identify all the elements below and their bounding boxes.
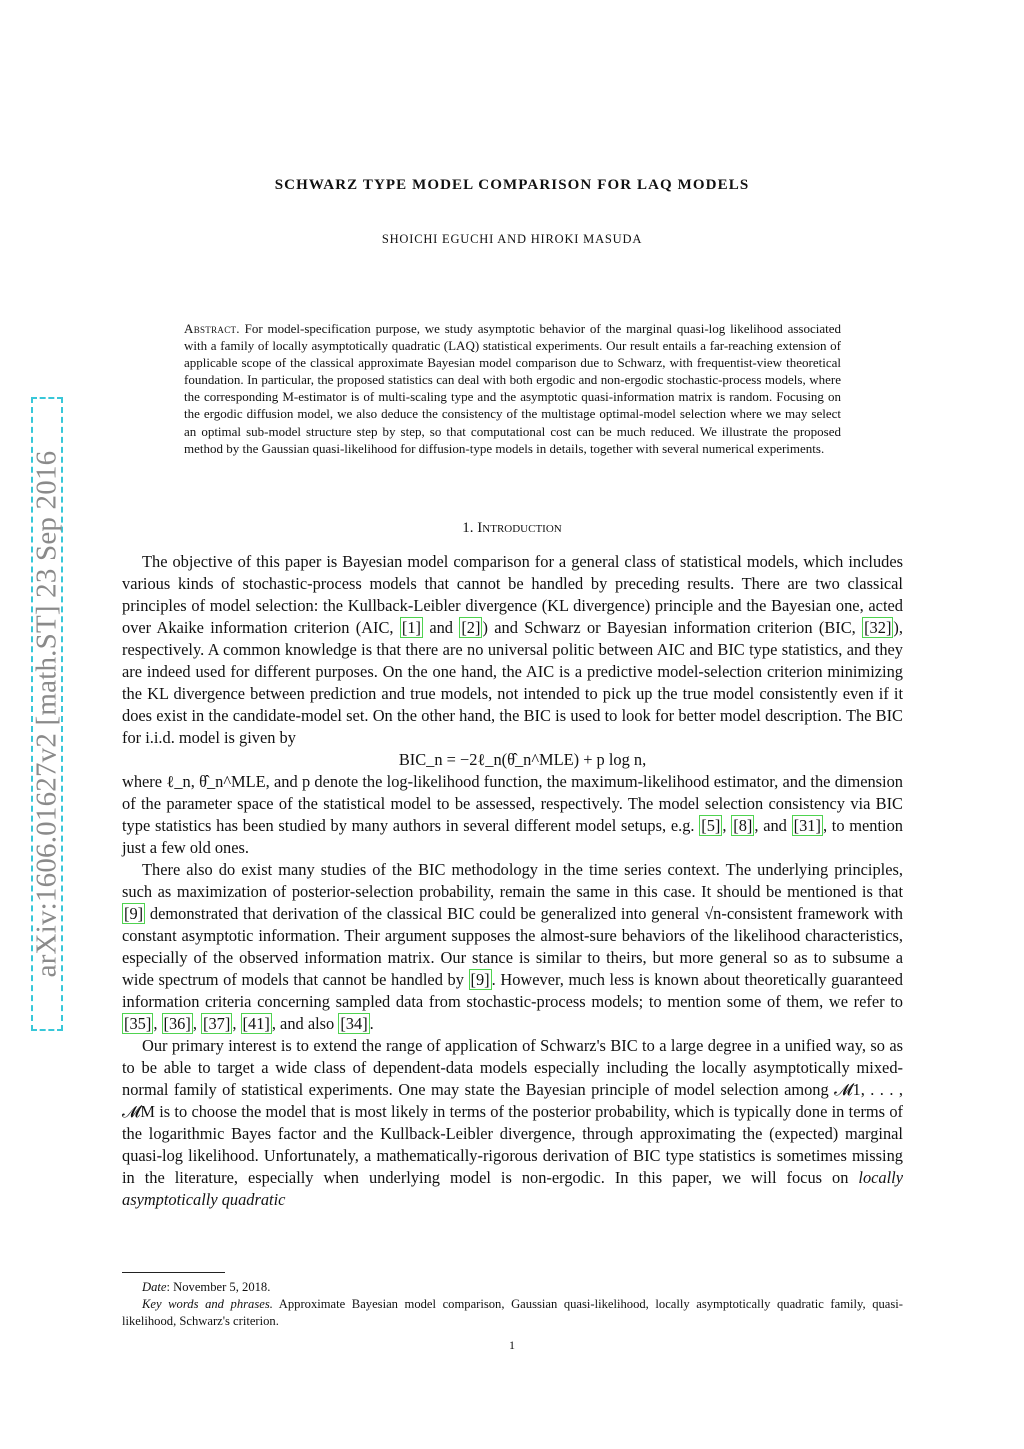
section-heading: [0, 520, 1024, 537]
citation-1[interactable]: [1]: [401, 618, 421, 637]
footnotes: [122, 1279, 903, 1330]
paragraph-1-text-c: ), respectively. A common knowledge is that there are no universal politic between AIC and BIC type statistics, and they are indeed used for different purposes. On the one hand, the AIC is a predictive model-selection criterion minimizing the KL divergence between prediction and true models, not intended to pick up the true model consistently even if it does exist in the candidate-model set. On the other hand, the BIC is used to look for better model description. The BIC for i.i.d. model is given by: [122, 618, 903, 747]
paragraph-4: [122, 1035, 903, 1211]
citation-2[interactable]: [2]: [461, 618, 481, 637]
paragraph-2-text-b: , and: [754, 816, 787, 835]
section-number: 1.: [462, 520, 474, 536]
abstract-text: For model-specification purpose, we study asymptotic behavior of the marginal quasi-log likelihood associated with a family of locally asymptotically quadratic (LAQ) statistical experiments. Our result entails a far-reaching extension of applicable scope of the classical approximate Bayesian model comparison due to Schwarz, with frequentist-view theoretical foundation. In particular, the proposed statistics can deal with both ergodic and non-ergodic stochastic-process models, where the corresponding M-estimator is of multi-scaling type and the asymptotic quasi-information matrix is random. Focusing on the ergodic diffusion model, we also deduce the consistency of the multistage optimal-model selection where we may select an optimal sub-model structure step by step, so that computational cost can be much reduced. We illustrate the proposed method by the Gaussian quasi-likelihood for diffusion-type models in details, together with several numerical experiments.: [184, 321, 842, 456]
footnote-date: [122, 1279, 903, 1296]
paper-title: SCHWARZ TYPE MODEL COMPARISON FOR LAQ MODELS: [274, 177, 750, 193]
paper-body: [122, 551, 903, 1211]
paragraph-3-text-a: There also do exist many studies of the BIC methodology in the time series context. The underlying principles, such as maximization of posterior-selection probability, remain the same in this case. It should be mentioned is that: [122, 860, 903, 901]
citation-32[interactable]: [32]: [864, 618, 892, 637]
paragraph-4-emphasis: locally asymptotically quadratic: [122, 1168, 903, 1209]
section-title: Introduction: [477, 520, 562, 536]
footnote-rule: [122, 1272, 225, 1273]
citation-8[interactable]: [8]: [733, 816, 753, 835]
paragraph-3: There also do exist many studies of the BIC methodology in the time series context. The underlying principles, such as maximization of posterior-selection probability, remain the same in this case. It should be mentioned is that [9] demonstrated that derivation of the classical BIC could be generalized into general √n-consistent framework with constant asymptotic information. Their argument supposes the almost-sure behaviors of the likelihood characteristics, especially of the observed information matrix. Our stance is similar to theirs, but more general so as to subsume a wide spectrum of models that cannot be handled by [9] . However, much less is known about theoretically guaranteed information criteria concerning sampled data from stochastic-process models; to mention some of them, we refer to [35] , [36] , [37] , [41] , and also [34] .: [122, 860, 903, 1033]
arxiv-stamp[interactable]: arXiv:1606.01627v2 [math.ST] 23 Sep 2016: [30, 450, 63, 978]
citation-31[interactable]: [31]: [793, 816, 821, 835]
citation-9-second[interactable]: [9]: [470, 970, 490, 989]
paragraph-1-text-b: ) and Schwarz or Bayesian information criterion (BIC,: [482, 618, 856, 637]
paragraph-1: [122, 551, 903, 749]
citation-41[interactable]: [41]: [242, 1014, 270, 1033]
footnote-keywords: [122, 1296, 903, 1330]
paragraph-2-text-c: , to mention just a few old ones.: [122, 816, 903, 857]
keywords-value: Approximate Bayesian model comparison, Gaussian quasi-likelihood, locally asymptotically quadratic family, quasi-likelihood, Schwarz's criterion.: [122, 1297, 903, 1328]
citation-35[interactable]: [35]: [124, 1014, 152, 1033]
bic-equation: BIC_n = −2ℓ_n(θ̂_n^MLE) + p log n,: [398, 750, 647, 769]
paper-authors: SHOICHI EGUCHI AND HIROKI MASUDA: [381, 232, 643, 246]
citation-34[interactable]: [34]: [340, 1014, 368, 1033]
date-value: : November 5, 2018.: [166, 1280, 271, 1294]
paragraph-2-text-a: where ℓ_n, θ̂_n^MLE, and p denote the log-likelihood function, the maximum-likelihood estimator, and the dimension of the parameter space of the statistical model to be assessed, respectively. The model selection consistency via BIC type statistics has been studied by many authors in several different model setups, e.g.: [122, 772, 903, 835]
page-number: 1: [509, 1338, 515, 1352]
paragraph-4-text: Our primary interest is to extend the range of application of Schwarz's BIC to a large degree in a unified way, so as to be able to target a wide class of dependent-data models especially including the locally asymptotically mixed-normal family of statistical experiments. One may state the Bayesian principle of model selection among 𝓜1, . . . , 𝓜M is to choose the model that is most likely in terms of the posterior probability, which is typically done in terms of the logarithmic Bayes factor and the Kullback-Leibler divergence, through approximating the (expected) marginal quasi-log likelihood. Unfortunately, a mathematically-rigorous derivation of BIC type statistics is sometimes missing in the literature, especially when underlying model is non-ergodic. In this paper, we will focus on: [122, 1036, 903, 1187]
citation-37[interactable]: [37]: [203, 1014, 231, 1033]
paragraph-3-text-c: . However, much less is known about theoretically guaranteed information criteria concerning sampled data from stochastic-process models; to mention some of them, we refer to: [122, 970, 903, 1011]
paragraph-1-text-a: The objective of this paper is Bayesian model comparison for a general class of statistical models, which includes various kinds of stochastic-process models that cannot be handled by preceding results. There are two classical principles of model selection: the Kullback-Leibler divergence (KL divergence) principle and the Bayesian one, acted over Akaike information criterion (AIC,: [122, 552, 903, 637]
citation-5[interactable]: [5]: [701, 816, 721, 835]
citation-36[interactable]: [36]: [163, 1014, 191, 1033]
paragraph-1-and: and: [429, 618, 453, 637]
date-label: Date: [142, 1280, 167, 1294]
keywords-label: Key words and phrases.: [142, 1297, 273, 1311]
paragraph-2: where ℓ_n, θ̂_n^MLE, and p denote the log-likelihood function, the maximum-likelihood estimator, and the dimension of the parameter space of the statistical model to be assessed, respectively. The model selection consistency via BIC type statistics has been studied by many authors in several different model setups, e.g. [5] , [8] , and [31] , to mention just a few old ones.: [122, 772, 903, 857]
citation-9[interactable]: [9]: [124, 904, 144, 923]
paragraph-3-text-d: , and also: [271, 1014, 335, 1033]
abstract: [184, 320, 841, 457]
paragraph-3-text-b: demonstrated that derivation of the classical BIC could be generalized into general √n-consistent framework with constant asymptotic information. Their argument supposes the almost-sure behaviors of the likelihood characteristics, especially of the observed information matrix. Our stance is similar to theirs, but more general so as to subsume a wide spectrum of models that cannot be handled by: [122, 904, 903, 989]
abstract-label: Abstract.: [184, 321, 240, 336]
